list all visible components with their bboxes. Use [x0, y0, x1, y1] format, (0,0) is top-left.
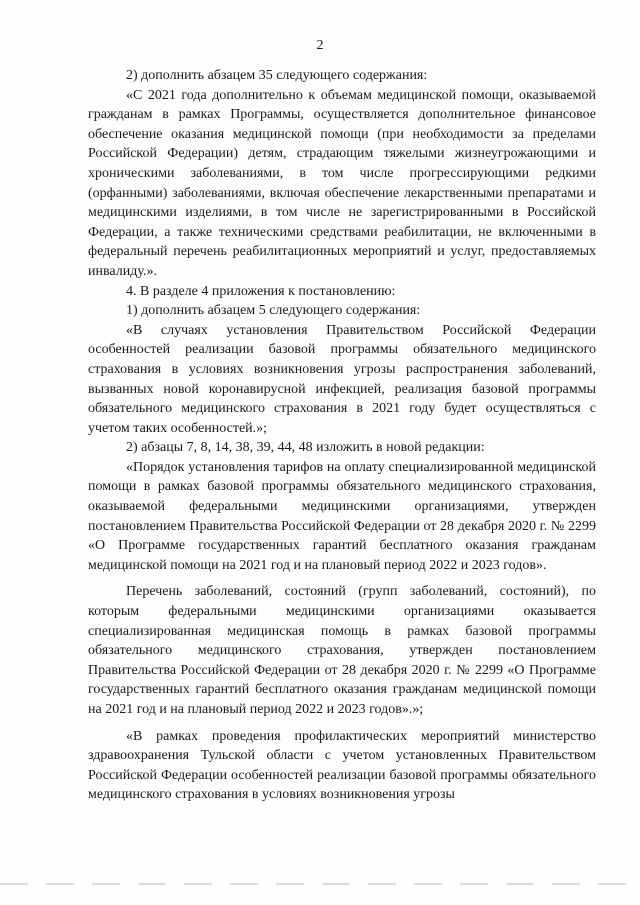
paragraph-tariffs: «Порядок установления тарифов на оплату специализированной медицинской помощи в рамках базовой программы обязательного медицинского страхования, оказываемой федеральными медицинскими организациями, утвержден постановлением Правительства Российской Федерации от 28 декабря 2020 г. № 2299 «О Программе государственных гарантий бесплатного оказания гражданам медицинской помощи на 2021 год и на плановый период 2022 и 2023 годов». [88, 459, 596, 573]
paragraph-amend-35: 2) дополнить абзацем 35 следующего содержания: [126, 68, 428, 83]
paragraph-orphan-diseases: «С 2021 года дополнительно к объемам медицинской помощи, оказываемой гражданам в рамках Программы, осуществляется дополнительное финансовое обеспечение оказания медицинской помощи (при необходимости за пределами Российской Федерации) детям, страдающим тяжелыми жизнеугрожающими и хроническими заболеваниями, в том числе прогрессирующими редкими (орфанными) заболеваниями, включая обеспечение лекарственными препаратами и медицинскими изделиями, в том числе не зарегистрированными в Российской Федерации, а также техническими средствами реабилитации, не включенными в федеральный перечень реабилитационных мероприятий и услуг, предоставляемых инвалиду.». [88, 87, 596, 279]
page-number: 2 [316, 38, 324, 53]
document-body [88, 66, 596, 805]
paragraph-coronavirus: «В случаях установления Правительством Российской Федерации особенностей реализации базовой программы обязательного медицинского страхования в условиях возникновения угрозы распространения заболеваний, вызванных новой коронавирусной инфекцией, реализация базовой программы обязательного медицинского страхования в 2021 году будет осуществляться с учетом таких особенностей.»; [88, 322, 596, 436]
paragraph-section-4: 4. В разделе 4 приложения к постановлению: [126, 283, 396, 299]
paragraph-amend-5: 1) дополнить абзацем 5 следующего содержания: [126, 303, 421, 319]
scan-edge-artifact [0, 883, 640, 885]
paragraph-disease-list: Перечень заболеваний, состояний (групп заболеваний, состояний), по которым федеральными медицинскими организациями оказывается специализированная медицинская помощь в рамках базовой программы обязательного медицинского страхования, утвержден постановлением Правительства Российской Федерации от 28 декабря 2020 г. № 2299 «О Программе государственных гарантий бесплатного оказания гражданам медицинской помощи на 2021 год и на плановый период 2022 и 2023 годов».»; [88, 584, 596, 717]
paragraph-new-edition: 2) абзацы 7, 8, 14, 38, 39, 44, 48 изложить в новой редакции: [126, 440, 485, 456]
paragraph-tula-prevention: «В рамках проведения профилактических мероприятий министерство здравоохранения Тульской области с учетом установленных Правительством Российской Федерации особенностей реализации базовой программы обязательного медицинского страхования в условиях возникновения угрозы [88, 728, 596, 803]
